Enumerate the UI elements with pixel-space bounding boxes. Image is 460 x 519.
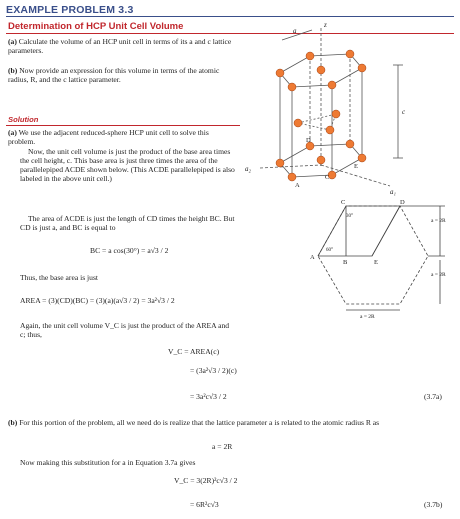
- example-header: EXAMPLE PROBLEM 3.3: [6, 4, 134, 16]
- fig1-label-A: A: [295, 182, 300, 189]
- eq-a-2r: a = 2R: [212, 442, 233, 451]
- eq-v-line3: = 3a²c√3 / 2: [190, 392, 227, 401]
- fig2-dim-right-bottom: a = 2R: [431, 272, 446, 278]
- fig2-dim-right-top: a = 2R: [431, 218, 446, 224]
- problem-title: Determination of HCP Unit Cell Volume: [8, 21, 184, 32]
- fig2-angle-30: 30°: [346, 214, 353, 219]
- problem-a-text: Calculate the volume of an HCP unit cell in terms of its a and c lattice parameters.: [8, 37, 232, 56]
- problem-a: [8, 37, 236, 55]
- fig1-label-E: E: [354, 163, 358, 170]
- problem-b-text: Now provide an expression for this volume in terms of the atomic radius, R, and the c lattice parameter.: [8, 66, 220, 85]
- fig1-label-C: C: [325, 174, 330, 181]
- fig2-label-E: E: [374, 259, 378, 266]
- part-b-p1: [8, 418, 454, 427]
- eq-v-line1: V_C = AREA(c): [168, 347, 220, 356]
- part-a-label: (a): [8, 128, 17, 137]
- eq-v-line2: = (3a²√3 / 2)(c): [190, 366, 237, 375]
- fig2-label-C: C: [341, 199, 346, 206]
- part-a-p3: The area of ACDE is just the length of CD times the height BC. But CD is just a, and BC is equal to: [20, 214, 235, 233]
- problem-a-label: (a): [8, 37, 17, 46]
- part-a-p1: [8, 128, 236, 146]
- fig1-label-z: z: [324, 21, 327, 29]
- header-rule: [6, 16, 454, 17]
- fig2-label-B: B: [343, 259, 348, 266]
- eq-area: AREA = (3)(CD)(BC) = (3)(a)(a√3 / 2) = 3a²√3 / 2: [20, 296, 175, 305]
- eq-vb-line1: V_C = 3(2R)²c√3 / 2: [174, 476, 238, 485]
- part-b-p1-text: For this portion of the problem, all we need do is realize that the lattice parameter a is related to the atomic radius R as: [19, 418, 380, 427]
- eq-bc: BC = a cos(30°) = a√3 / 2: [90, 246, 169, 255]
- problem-b: [8, 66, 236, 84]
- hexagon-base-figure: [300, 198, 460, 320]
- fig1-label-a1: a₁: [390, 188, 396, 196]
- hcp-unit-cell-figure: [240, 18, 454, 198]
- fig2-label-A: A: [310, 254, 315, 261]
- part-b-label: (b): [8, 418, 18, 427]
- fig1-label-D: D: [306, 137, 311, 144]
- solution-rule: [6, 125, 240, 126]
- part-a-p2: Now, the unit cell volume is just the product of the base area times the cell height, c. This base area is just three times the area of the parallelepiped ACDE shown below. (This ACDE parallelepiped is also labeled in the above unit cell.): [20, 147, 235, 184]
- fig1-label-c: c: [402, 108, 406, 116]
- eq-number-3-7b: (3.7b): [424, 500, 443, 509]
- fig2-angle-60: 60°: [326, 248, 333, 253]
- eq-vb-line2: = 6R²c√3: [190, 500, 219, 509]
- fig2-label-D: D: [400, 199, 405, 206]
- problem-b-label: (b): [8, 66, 18, 75]
- solution-label: Solution: [8, 115, 39, 124]
- fig1-label-a2: a₂: [245, 165, 251, 173]
- part-a-p4: Thus, the base area is just: [20, 273, 99, 282]
- part-b-p2: Now making this substitution for a in Equation 3.7a gives: [20, 458, 196, 467]
- fig1-label-a: a: [293, 27, 297, 35]
- part-a-p5: Again, the unit cell volume V_C is just the product of the AREA and c; thus,: [20, 321, 230, 340]
- eq-number-3-7a: (3.7a): [424, 392, 442, 401]
- part-a-p1-text: We use the adjacent reduced-sphere HCP unit cell to solve this problem.: [8, 128, 209, 147]
- fig2-dim-bottom: a = 2R: [360, 314, 375, 320]
